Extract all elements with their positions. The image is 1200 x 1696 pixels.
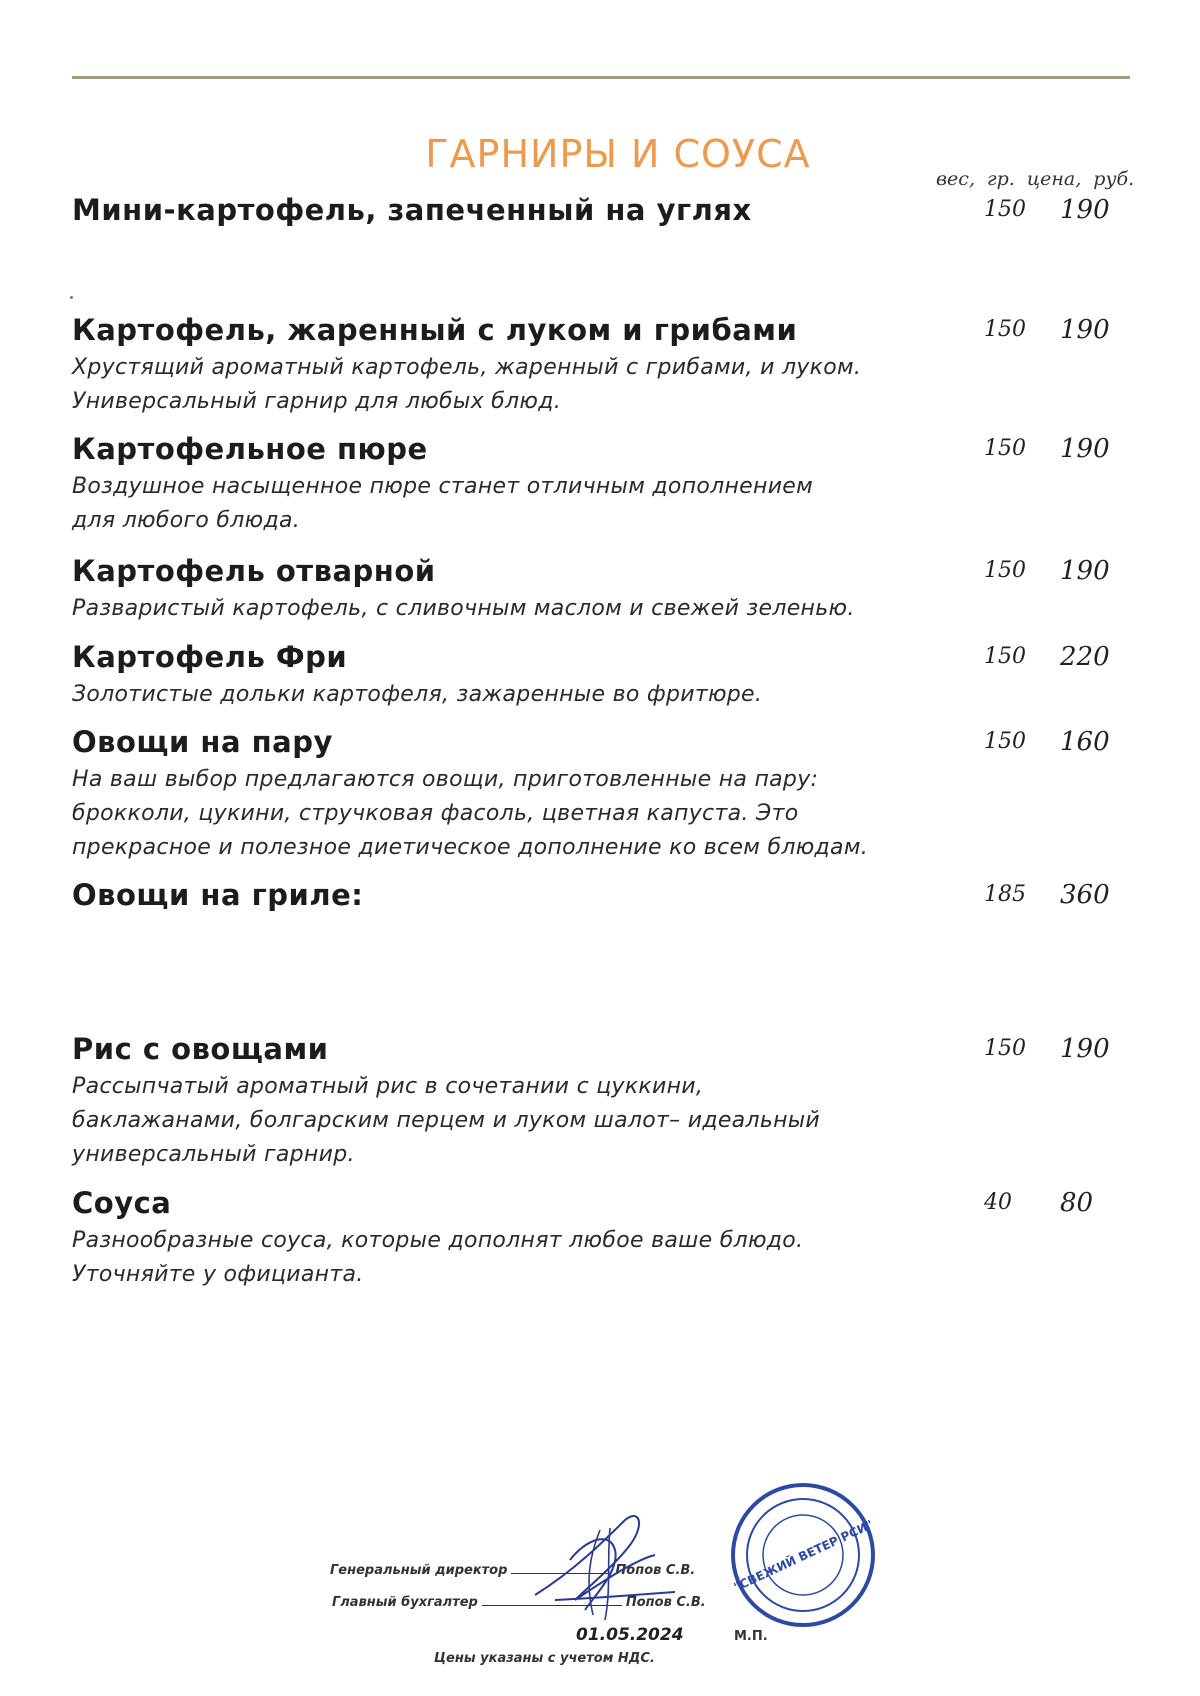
item-weight: 150 [984,197,1026,222]
item-price: 190 [1060,1034,1110,1064]
item-price: 360 [1060,880,1110,910]
menu-item [72,313,1152,419]
item-name: Мини-картофель, запеченный на углях [72,193,752,227]
item-description: Золотистые дольки картофеля, зажаренные во фритюре. [72,682,763,707]
item-name: Картофель Фри [72,640,348,674]
company-stamp [728,1480,878,1630]
item-name: Картофель отварной [72,554,436,588]
item-price: 190 [1060,195,1110,225]
stamp-place-label: М.П. [734,1629,768,1644]
item-name: Картофель, жаренный с луком и грибами [72,313,798,347]
item-name: Соуса [72,1186,172,1220]
menu-item [72,554,1152,626]
top-divider [72,76,1130,79]
director-label: Генеральный директор [330,1563,508,1578]
item-weight: 150 [984,1036,1026,1061]
menu-item [72,193,1152,227]
menu-item [72,878,1152,912]
item-price: 190 [1060,556,1110,586]
item-name: Рис с овощами [72,1032,329,1066]
item-weight: 150 [984,729,1026,754]
signature-block [330,1517,890,1695]
column-header: вес, гр. цена, руб. [936,168,1135,190]
document-date: 01.05.2024 [576,1625,684,1645]
item-price: 190 [1060,315,1110,345]
page-title: ГАРНИРЫ И СОУСА [425,132,811,176]
item-weight: 150 [984,644,1026,669]
item-name: Картофельное пюре [72,432,428,466]
item-description: Хрустящий ароматный картофель, жаренный с грибами, и луком. Универсальный гарнир для любых блюд. [72,355,862,414]
item-weight: 150 [984,558,1026,583]
item-weight: 150 [984,436,1026,461]
item-description: На ваш выбор предлагаются овощи, приготовленные на пару: брокколи, цукини, стручковая фасоль, цветная капуста. Это прекрасное и полезное диетическое дополнение ко всем блюдам. [72,767,869,860]
stray-dot [70,296,73,299]
accountant-label: Главный бухгалтер [332,1595,478,1610]
item-description: Воздушное насыщенное пюре станет отличным дополнением для любого блюда. [72,474,814,533]
director-name: Попов С.В. [615,1563,696,1578]
item-name: Овощи на гриле: [72,878,364,912]
menu-item [72,432,1152,538]
menu-item [72,640,1152,712]
item-weight: 185 [984,882,1026,907]
item-weight: 40 [984,1190,1012,1215]
handwritten-signature [515,1500,685,1630]
item-price: 160 [1060,727,1110,757]
item-price: 220 [1060,642,1110,672]
stamp-text: "СВЕЖИЙ ВЕТЕР РСИ" [731,1517,876,1595]
item-price: 80 [1060,1188,1094,1218]
item-weight: 150 [984,317,1026,342]
item-name: Овощи на пару [72,725,333,759]
accountant-name: Попов С.В. [625,1595,706,1610]
item-price: 190 [1060,434,1110,464]
item-description: Разнообразные соуса, которые дополнят любое ваше блюдо. Уточняйте у официанта. [72,1228,804,1287]
vat-note: Цены указаны с учетом НДС. [434,1651,655,1666]
menu-item [72,725,1152,865]
item-description: Разваристый картофель, с сливочным маслом и свежей зеленью. [72,596,855,621]
menu-item [72,1032,1152,1172]
item-description: Рассыпчатый ароматный рис в сочетании с цуккини, баклажанами, болгарским перцем и луком шалот– идеальный универсальный гарнир. [72,1074,821,1167]
menu-item [72,1186,1152,1292]
